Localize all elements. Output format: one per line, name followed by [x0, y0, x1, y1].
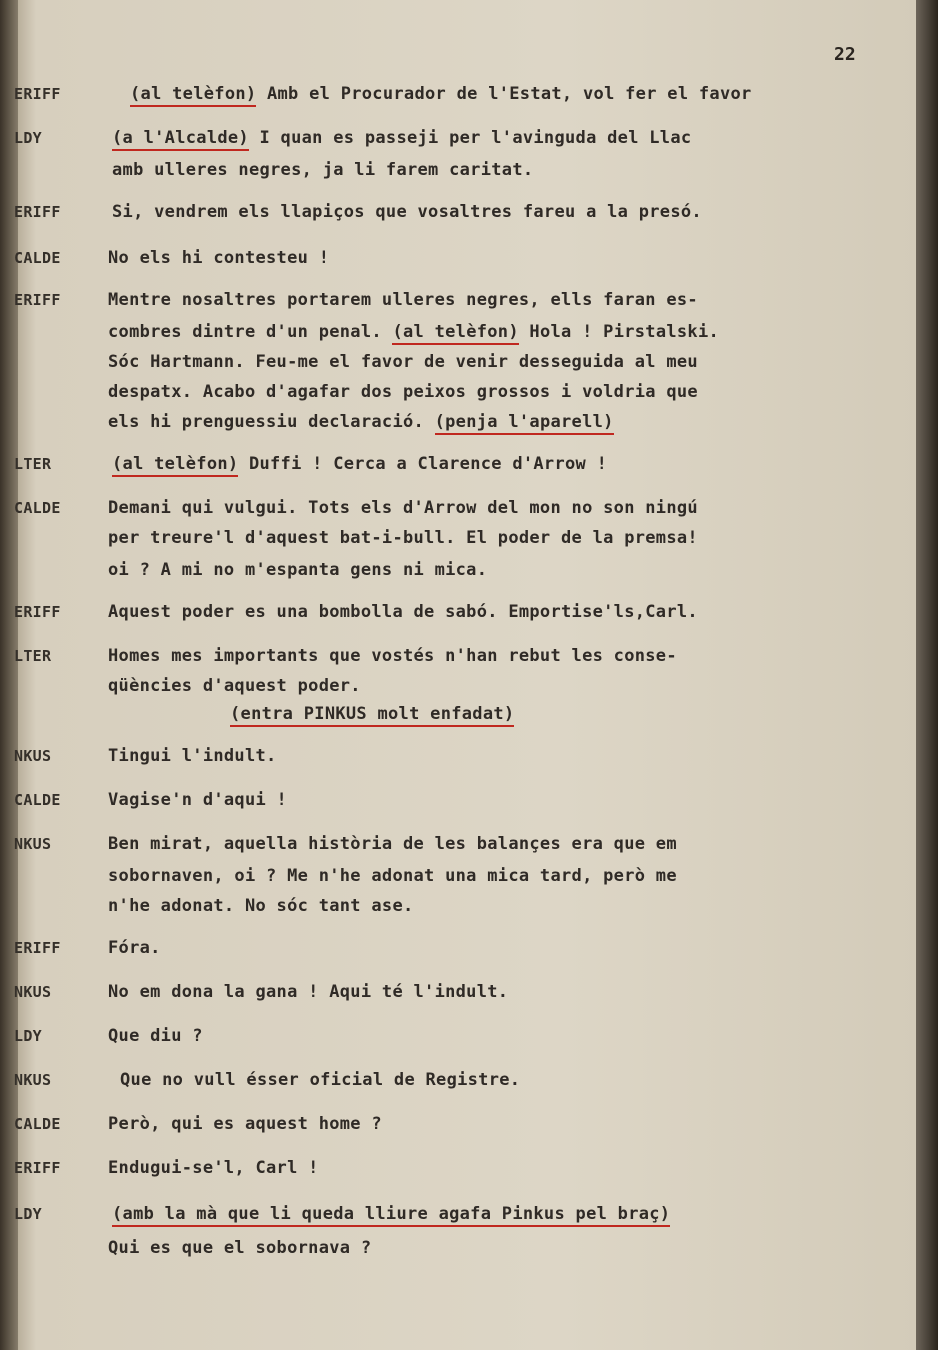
- dialogue-text: [112, 1204, 670, 1227]
- dialogue-fragment: No em dona la gana ! Aqui té l'indult.: [108, 982, 509, 1002]
- dialogue-text: [108, 498, 698, 518]
- dialogue-text: [120, 1070, 520, 1090]
- dialogue-text: [108, 412, 614, 435]
- dialogue-fragment: Fóra.: [108, 938, 161, 958]
- dialogue-fragment: Qui es que el sobornava ?: [108, 1238, 372, 1258]
- script-line: [0, 498, 938, 524]
- script-line: [0, 602, 938, 628]
- stage-direction: (a l'Alcalde): [112, 128, 249, 151]
- stage-direction: (al telèfon): [112, 454, 238, 477]
- dialogue-fragment: Mentre nosaltres portarem ulleres negres, ells faran es-: [108, 290, 698, 310]
- dialogue-text: [108, 866, 677, 886]
- dialogue-text: [108, 790, 287, 810]
- script-line: [0, 834, 938, 860]
- dialogue-text: [112, 202, 702, 222]
- dialogue-fragment: Ben mirat, aquella història de les balançes era que em: [108, 834, 677, 854]
- dialogue-text: [112, 128, 691, 151]
- page-number: 22: [834, 44, 856, 65]
- dialogue-text: [230, 704, 514, 727]
- speaker-name: LTER: [14, 647, 52, 665]
- speaker-name: ERIFF: [14, 939, 61, 957]
- dialogue-fragment: Tingui l'indult.: [108, 746, 277, 766]
- dialogue-text: [108, 676, 361, 696]
- dialogue-text: [108, 248, 329, 268]
- speaker-name: ERIFF: [14, 291, 61, 309]
- dialogue-fragment: amb ulleres negres, ja li farem caritat.: [112, 160, 534, 180]
- dialogue-fragment: I quan es passeji per l'avinguda del Llac: [248, 128, 692, 148]
- script-line: [0, 160, 938, 186]
- dialogue-text: [108, 352, 698, 372]
- dialogue-text: [130, 84, 752, 107]
- speaker-name: ERIFF: [14, 603, 61, 621]
- dialogue-text: [108, 382, 698, 402]
- stage-direction: (entra PINKUS molt enfadat): [230, 704, 514, 727]
- dialogue-text: [108, 834, 677, 854]
- dialogue-text: [108, 1238, 371, 1258]
- speaker-name: LDY: [14, 1027, 42, 1045]
- script-line: [0, 84, 938, 110]
- dialogue-fragment: Que diu ?: [108, 1026, 203, 1046]
- script-line: [0, 382, 938, 408]
- dialogue-fragment: Endugui-se'l, Carl !: [108, 1158, 319, 1178]
- script-line: [0, 1026, 938, 1052]
- speaker-name: NKUS: [14, 1071, 52, 1089]
- speaker-name: CALDE: [14, 791, 61, 809]
- speaker-name: CALDE: [14, 1115, 61, 1133]
- script-line: [0, 322, 938, 348]
- dialogue-fragment: Si, vendrem els llapiços que vosaltres fareu a la presó.: [112, 202, 702, 222]
- dialogue-fragment: Que no vull ésser oficial de Registre.: [120, 1070, 521, 1090]
- dialogue-fragment: Aquest poder es una bombolla de sabó. Emportise'ls,Carl.: [108, 602, 698, 622]
- script-line: [0, 1114, 938, 1140]
- script-line: [0, 290, 938, 316]
- dialogue-text: [112, 454, 607, 477]
- dialogue-fragment: Hola ! Pirstalski.: [518, 322, 720, 342]
- dialogue-fragment: per treure'l d'aquest bat-i-bull. El poder de la premsa!: [108, 528, 698, 548]
- dialogue-text: [108, 1026, 203, 1046]
- script-line: [0, 746, 938, 772]
- script-line: [0, 1158, 938, 1184]
- speaker-name: NKUS: [14, 983, 52, 1001]
- speaker-name: ERIFF: [14, 203, 61, 221]
- dialogue-fragment: qüències d'aquest poder.: [108, 676, 361, 696]
- script-line: [0, 938, 938, 964]
- dialogue-fragment: Homes mes importants que vostés n'han rebut les conse-: [108, 646, 677, 666]
- script-line: [0, 896, 938, 922]
- dialogue-fragment: Sóc Hartmann. Feu-me el favor de venir desseguida al meu: [108, 352, 698, 372]
- script-line: [0, 646, 938, 672]
- dialogue-fragment: n'he adonat. No sóc tant ase.: [108, 896, 414, 916]
- dialogue-text: [108, 602, 698, 622]
- speaker-name: NKUS: [14, 747, 52, 765]
- dialogue-text: [108, 896, 414, 916]
- dialogue-fragment: els hi prenguessiu declaració.: [108, 412, 435, 432]
- dialogue-text: [108, 938, 161, 958]
- speaker-name: LDY: [14, 1205, 42, 1223]
- dialogue-fragment: Però, qui es aquest home ?: [108, 1114, 382, 1134]
- script-line: [0, 790, 938, 816]
- script-line: [0, 454, 938, 480]
- dialogue-text: [108, 1158, 319, 1178]
- dialogue-fragment: Demani qui vulgui. Tots els d'Arrow del mon no son ningú: [108, 498, 698, 518]
- dialogue-text: [108, 982, 508, 1002]
- dialogue-text: [108, 322, 719, 345]
- script-line: [0, 1238, 938, 1264]
- script-line: [0, 412, 938, 438]
- speaker-name: NKUS: [14, 835, 52, 853]
- script-line: [0, 248, 938, 274]
- stage-direction: (al telèfon): [392, 322, 518, 345]
- script-line: [0, 704, 938, 730]
- script-line: [0, 1204, 938, 1230]
- dialogue-fragment: No els hi contesteu !: [108, 248, 330, 268]
- dialogue-fragment: Vagise'n d'aqui !: [108, 790, 288, 810]
- script-line: [0, 202, 938, 228]
- dialogue-text: [108, 1114, 382, 1134]
- speaker-name: CALDE: [14, 249, 61, 267]
- dialogue-text: [108, 290, 698, 310]
- stage-direction: (penja l'aparell): [435, 412, 614, 435]
- dialogue-fragment: sobornaven, oi ? Me n'he adonat una mica tard, però me: [108, 866, 677, 886]
- speaker-name: LTER: [14, 455, 52, 473]
- speaker-name: ERIFF: [14, 1159, 61, 1177]
- dialogue-fragment: Duffi ! Cerca a Clarence d'Arrow !: [238, 454, 608, 474]
- stage-direction: (al telèfon): [130, 84, 256, 107]
- dialogue-fragment: Amb el Procurador de l'Estat, vol fer el favor: [256, 84, 752, 104]
- dialogue-fragment: oi ? A mi no m'espanta gens ni mica.: [108, 560, 488, 580]
- script-line: [0, 128, 938, 154]
- script-line: [0, 1070, 938, 1096]
- dialogue-fragment: combres dintre d'un penal.: [108, 322, 393, 342]
- script-line: [0, 352, 938, 378]
- speaker-name: ERIFF: [14, 85, 61, 103]
- stage-direction: (amb la mà que li queda lliure agafa Pinkus pel braç): [112, 1204, 670, 1227]
- dialogue-fragment: despatx. Acabo d'agafar dos peixos grossos i voldria que: [108, 382, 698, 402]
- dialogue-text: [108, 646, 677, 666]
- speaker-name: LDY: [14, 129, 42, 147]
- dialogue-text: [108, 560, 487, 580]
- script-line: [0, 866, 938, 892]
- dialogue-text: [112, 160, 533, 180]
- script-line: [0, 528, 938, 554]
- script-line: [0, 982, 938, 1008]
- dialogue-text: [108, 528, 698, 548]
- script-line: [0, 560, 938, 586]
- speaker-name: CALDE: [14, 499, 61, 517]
- dialogue-text: [108, 746, 277, 766]
- script-line: [0, 676, 938, 702]
